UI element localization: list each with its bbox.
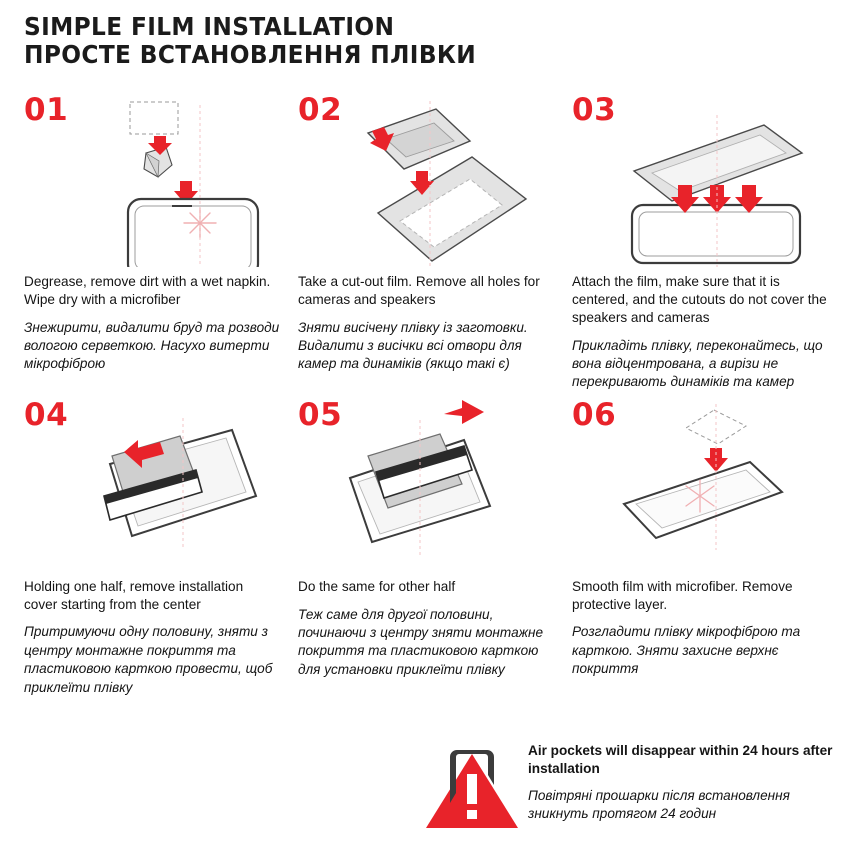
- step-illustration-04: [20, 396, 286, 572]
- step-number-05: 05: [298, 396, 343, 433]
- step-text-ua-04: Притримуючи одну половину, зняти з центру монтажне покриття та пластиковою карткою провести, щоб приклеїти плівку: [24, 624, 273, 695]
- step-illustration-02: [294, 91, 560, 267]
- step-number-01: 01: [24, 91, 69, 128]
- step-illustration-03: [568, 91, 834, 267]
- step-illustration-01: [20, 91, 286, 267]
- step-text-en-06: Smooth film with microfiber. Remove protective layer.: [572, 578, 793, 612]
- step-text-ua-01: Знежирити, видалити бруд та розводи вологою серветкою. Насухо витерти мікрофіброю: [24, 319, 280, 372]
- footer-text-block: [520, 742, 844, 824]
- step-text-ua-03: Прикладіть плівку, переконайтесь, що вона відцентрована, а вирізи не перекривають динаміків та камер: [572, 337, 823, 390]
- page-title-ua: ПРОСТЕ ВСТАНОВЛЕННЯ ПЛІВКИ: [24, 40, 477, 70]
- step-card-05: [294, 396, 560, 697]
- step-text-ua-02: Зняти висічену плівку із заготовки. Видалити з висічки всі отвори для камер та динаміків (якщо такі є): [298, 319, 528, 372]
- step-text-en-05: Do the same for other half: [298, 578, 456, 594]
- step-number-04: 04: [24, 396, 69, 433]
- step-card-02: [294, 91, 560, 392]
- step-number-02: 02: [298, 91, 343, 128]
- step-text-ua-06: Розгладити плівку мікрофіброю та карткою. Зняти захисне верхнє покриття: [572, 624, 801, 677]
- step-text-ua-05: Теж саме для другої половини, починаючи з центру зняти монтажне покриття та пластиковою карткою для установки приклеїти плівку: [298, 606, 544, 677]
- step-card-01: [20, 91, 286, 392]
- step-number-03: 03: [572, 91, 617, 128]
- page-header: [24, 14, 828, 69]
- page-title-en: SIMPLE FILM INSTALLATION: [24, 12, 395, 41]
- step-card-06: [568, 396, 834, 697]
- steps-grid: [20, 91, 828, 697]
- footer-text-ua: Повітряні прошарки після встановлення зникнуть протягом 24 годин: [528, 787, 790, 822]
- step-number-06: 06: [572, 396, 617, 433]
- step-illustration-05: [294, 396, 560, 572]
- step-text-en-02: Take a cut-out film. Remove all holes for cameras and speakers: [298, 273, 540, 307]
- step-illustration-06: [568, 396, 834, 572]
- step-card-04: [20, 396, 286, 697]
- step-text-en-03: Attach the film, make sure that it is centered, and the cutouts do not cover the speakers and cameras: [572, 273, 827, 325]
- footer-note: [424, 742, 844, 839]
- step-card-03: [568, 91, 834, 392]
- step-text-en-01: Degrease, remove dirt with a wet napkin. Wipe dry with a microfiber: [24, 273, 271, 307]
- step-text-en-04: Holding one half, remove installation cover starting from the center: [24, 578, 244, 612]
- warning-triangle-icon: [424, 742, 520, 839]
- footer-text-en: Air pockets will disappear within 24 hours after installation: [528, 743, 833, 776]
